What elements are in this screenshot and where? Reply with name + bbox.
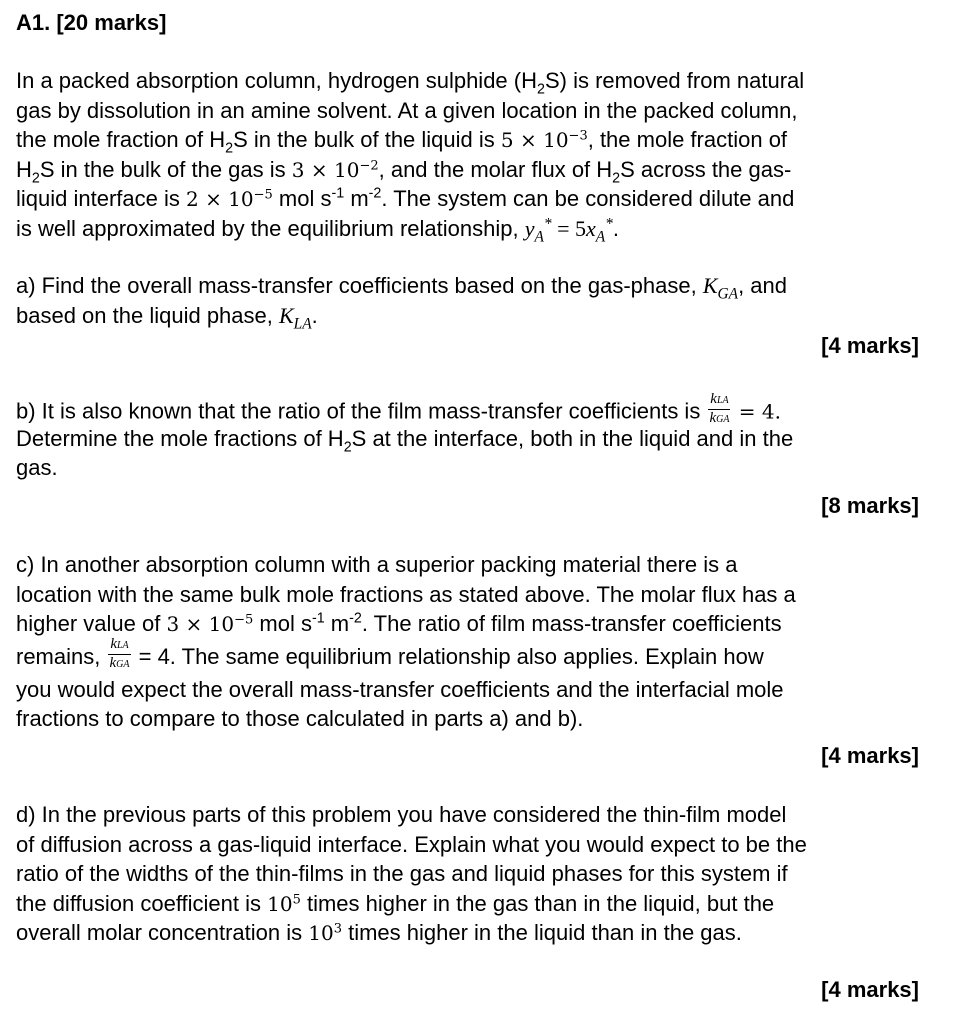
part-b-line-3: gas. — [16, 455, 58, 480]
film-coefficient-ratio-c: $\frac{\text{kLA}}{\text{kGA}}$ — [109, 636, 130, 672]
part-b-line-1: b) It is also known that the ratio of the film mass-transfer coefficients is $\frac{\text{kLA}}{\text{kGA}}$ = 4. — [16, 391, 782, 426]
part-c-paragraph — [16, 550, 936, 734]
part-b-line-2: Determine the mole fractions of $H_2S$ at the interface, both in the liquid and in the — [16, 425, 794, 455]
part-c-line-2: location with the same bulk mole fractions as stated above. The molar flux has a — [16, 581, 796, 607]
part-d-paragraph — [16, 800, 936, 948]
part-d-line-1: d) In the previous parts of this problem you have considered the thin-film model — [16, 802, 787, 827]
symbol-K-LA: $K_{LA}$ — [278, 302, 312, 332]
equilibrium-relationship: $y_A^* = 5x_A^*$ — [524, 214, 613, 245]
part-d-marks: [4 marks] — [821, 977, 919, 1002]
intro-line-5: liquid interface is $2 \times 10^{-5}$ mol $s^{-1}$ $m^{-2}$. The system can be considered dilute and — [16, 185, 795, 211]
intro-line-1: In a packed absorption column, hydrogen sulphide $(H_2S)$ is removed from natural — [16, 68, 805, 98]
part-a-marks: [4 marks] — [821, 333, 919, 358]
molar-flux-c: $3 \times 10^{-5}$ — [166, 612, 254, 636]
part-c-line-6: fractions to compare to those calculated in parts a) and b). — [16, 706, 584, 731]
intro-paragraph — [16, 66, 936, 243]
symbol-K-GA: $K_{GA}$ — [702, 273, 739, 303]
part-a-line-2: based on the liquid phase, $K_{LA}$. — [16, 302, 318, 332]
concentration-ratio: $10^3$ — [308, 921, 342, 945]
molar-flux-a: $2 \times 10^{-5}$ — [185, 187, 273, 211]
part-d-line-2: of diffusion across a gas-liquid interface. Explain what you would expect to be the — [16, 831, 807, 857]
part-b-marks: [8 marks] — [821, 493, 919, 518]
part-c-line-1: c) In another absorption column with a superior packing material there is a — [16, 552, 738, 577]
part-b-paragraph — [16, 391, 936, 483]
part-c-line-5: you would expect the overall mass-transfer coefficients and the interfacial mole — [16, 676, 784, 702]
part-d-line-5: overall molar concentration is $10^3$ times higher in the liquid than in the gas. — [16, 920, 742, 945]
part-d-line-4: the diffusion coefficient is $10^5$ times higher in the gas than in the liquid, but the — [16, 890, 775, 916]
intro-line-6: is well approximated by the equilibrium relationship, $y_A^* = 5x_A^*$. — [16, 214, 619, 245]
part-a-line-1: a) Find the overall mass-transfer coefficients based on the gas-phase, $K_{GA}$, and — [16, 273, 788, 303]
part-c-marks: [4 marks] — [821, 743, 919, 768]
intro-line-3: the mole fraction of $H_2S$ in the bulk of the liquid is $5 \times 10^{-3}$, the mole fraction of — [16, 127, 788, 157]
part-c-line-4: remains, $\frac{\text{kLA}}{\text{kGA}}$ = 4. The same equilibrium relationship also applies. Explain how — [16, 636, 764, 672]
intro-line-4: $H_2S$ in the bulk of the gas is $3 \times 10^{-2}$, and the molar flux of $H_2S$ across the gas- — [16, 156, 792, 186]
question-heading: A1. [20 marks] — [16, 10, 167, 35]
part-a-paragraph — [16, 271, 936, 330]
part-d-line-3: ratio of the widths of the thin-films in the gas and liquid phases for this system if — [16, 861, 788, 886]
film-coefficient-ratio-b: $\frac{\text{kLA}}{\text{kGA}}$ — [709, 391, 730, 426]
intro-line-2: gas by dissolution in an amine solvent. At a given location in the packed column, — [16, 97, 798, 123]
gas-mole-fraction: $3 \times 10^{-2}$ — [291, 157, 379, 182]
part-c-line-3: higher value of $3 \times 10^{-5}$ mol $s^{-1}$ $m^{-2}$. The ratio of film mass-transfer coefficients — [16, 610, 782, 636]
liquid-mole-fraction: $5 \times 10^{-3}$ — [500, 128, 588, 152]
diffusion-ratio: $10^5$ — [267, 891, 301, 916]
